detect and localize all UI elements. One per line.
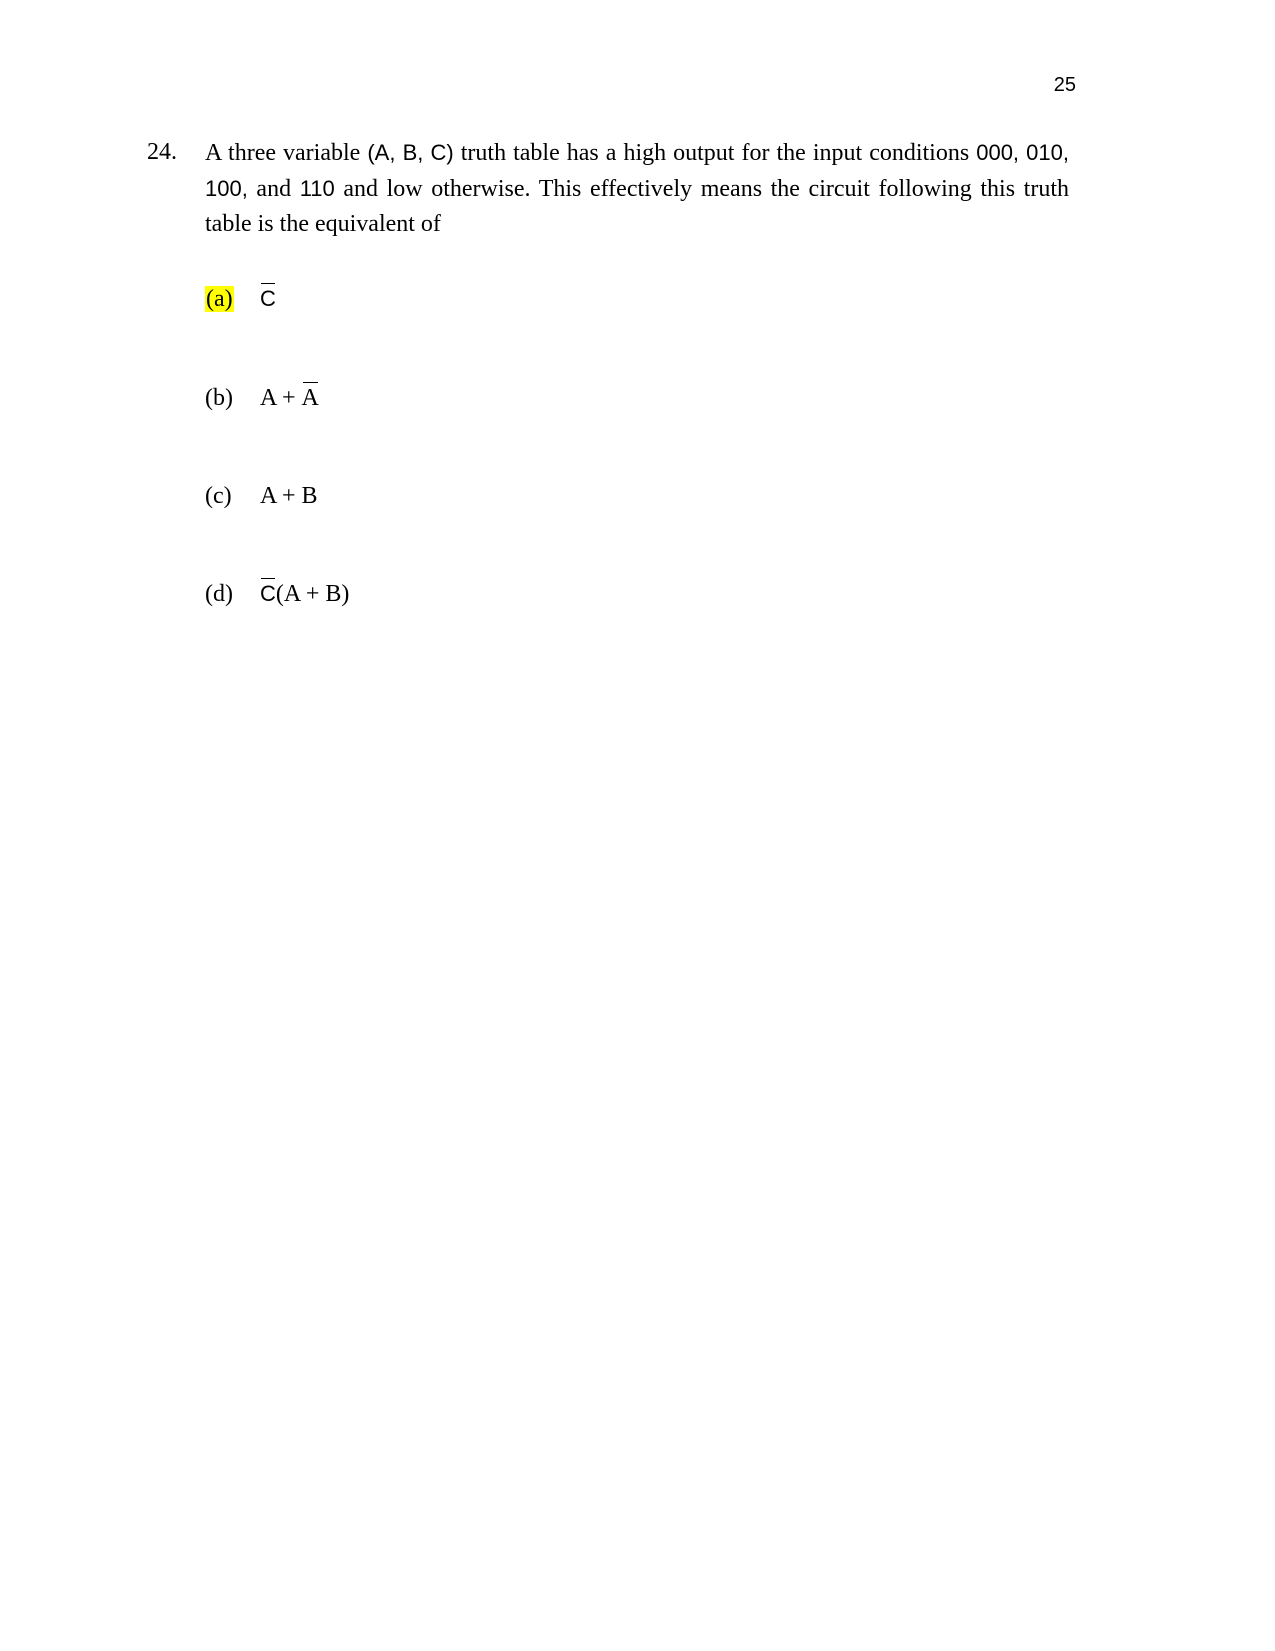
option-a-label: [205, 279, 260, 319]
question-number: 24.: [147, 139, 177, 165]
option-b-label: (b): [205, 385, 233, 411]
option-b-expr-pre: A +: [260, 385, 302, 411]
option-b[interactable]: [205, 378, 319, 418]
option-d-label: (d): [205, 581, 233, 607]
option-c-expr: A + B: [260, 483, 318, 509]
question-text: [205, 135, 1069, 242]
question-text-part3: and: [247, 176, 300, 202]
option-b-expr-bar: A: [302, 378, 319, 418]
page-number: 25: [1053, 74, 1076, 96]
option-d-expr-rest: (A + B): [275, 581, 350, 607]
question-text-part4: and low otherwise. This effectively means the circuit following this truth table is the equivalent of: [205, 176, 1069, 237]
answer-highlight: (a): [206, 286, 233, 312]
option-c[interactable]: [205, 476, 318, 516]
question-conditions: 000, 010, 100,: [205, 140, 1069, 201]
option-d-expr-bar: C: [260, 574, 276, 614]
option-a[interactable]: [205, 279, 276, 319]
option-d[interactable]: [205, 574, 349, 614]
option-a-expr-bar: C: [260, 279, 276, 319]
question-variables: (A, B, C): [367, 140, 454, 165]
question-text-part1: A three variable: [205, 140, 368, 166]
option-c-label: (c): [205, 483, 232, 509]
question-text-part2: truth table has a high output for the input conditions: [453, 140, 977, 166]
question-last-condition: 110: [299, 176, 335, 201]
